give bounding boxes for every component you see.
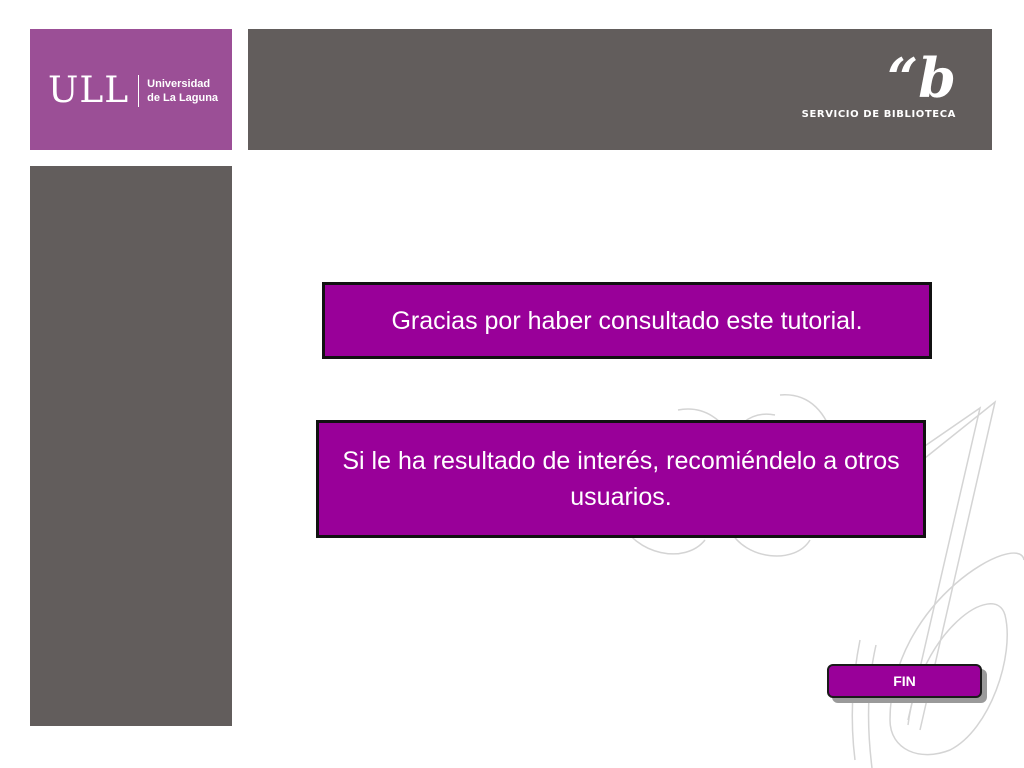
recommend-message-box (316, 420, 926, 538)
ull-logo-panel (30, 29, 232, 150)
sidebar (30, 166, 232, 726)
recommend-message: Si le ha resultado de interés, recomiéndelo a otros usuarios. (342, 447, 900, 511)
university-name-line1: Universidad (147, 78, 211, 90)
header-bar (248, 29, 992, 150)
logo-divider (138, 75, 139, 107)
fin-button[interactable] (827, 664, 982, 698)
fin-button-label: FIN (893, 673, 916, 689)
library-logo-icon: “b (887, 46, 956, 110)
ull-logo-mark: ULL (48, 70, 130, 111)
university-name (147, 77, 218, 105)
university-name-line2: de La Laguna (147, 92, 219, 104)
ull-logo (48, 70, 219, 111)
library-service-label: SERVICIO DE BIBLIOTECA (801, 109, 956, 120)
thanks-message: Gracias por haber consultado este tutorial. (391, 306, 863, 335)
thanks-message-box (322, 282, 932, 359)
